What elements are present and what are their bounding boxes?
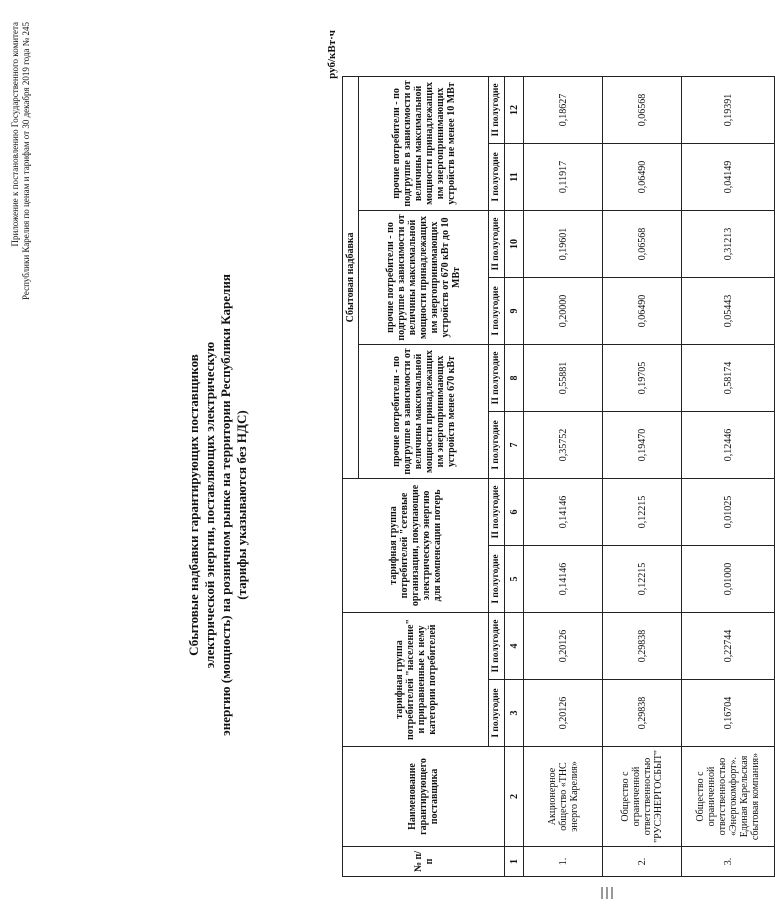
tariff-value: 0,19601 xyxy=(524,210,603,277)
row-number: 1. xyxy=(524,847,603,877)
tariff-value: 0,20126 xyxy=(524,613,603,680)
tariff-value: 0,22744 xyxy=(682,613,775,680)
column-index-row xyxy=(505,76,524,876)
supplier-name: Общество с ограниченной ответственностью «Энергокомфорт». Единая Карельская сбытовая компания» xyxy=(682,747,775,847)
header-group-670-10mw: прочие потребители - по подгруппе в зависимости от величины максимальной мощности принадлежащих им энергопринимающих устройств от 670 кВт до 10 МВт xyxy=(359,210,489,344)
column-index: 5 xyxy=(505,546,524,613)
supplier-name: Общество с ограниченной ответственностью "РУСЭНЕРГОСБЫТ" xyxy=(603,747,682,847)
scan-marks xyxy=(598,879,628,899)
annex-line-2: Республики Карелия по ценам и тарифам от 30 декабря 2019 года № 245 xyxy=(21,22,31,301)
header-half-2: II полугодие xyxy=(489,344,505,411)
tariff-value: 0,20000 xyxy=(524,277,603,344)
column-index: 4 xyxy=(505,613,524,680)
tariff-value: 0,35752 xyxy=(524,411,603,478)
column-index: 7 xyxy=(505,411,524,478)
tariff-value: 0,14146 xyxy=(524,546,603,613)
tariff-value: 0,06490 xyxy=(603,277,682,344)
tariff-value: 0,58174 xyxy=(682,344,775,411)
tariff-value: 0,12215 xyxy=(603,546,682,613)
title-line-4: (тарифы указываются без НДС) xyxy=(234,410,249,600)
tariff-value: 0,19391 xyxy=(682,76,775,143)
tariff-value: 0,11917 xyxy=(524,143,603,210)
tariff-value: 0,04149 xyxy=(682,143,775,210)
header-half-1: I полугодие xyxy=(489,411,505,478)
supplier-name: Акционерное общество «ТНС энерго Карелия» xyxy=(524,747,603,847)
header-group-network: тарифная группа потребителей "сетевые организации, покупающие электрическую энергию для компенсации потерь xyxy=(343,478,489,612)
tariff-table xyxy=(342,76,775,877)
header-group-population: тарифная группа потребителей "население" и приравненные к нему категории потребителей xyxy=(343,613,489,747)
tariff-value: 0,06568 xyxy=(603,210,682,277)
tariff-value: 0,01025 xyxy=(682,478,775,545)
column-index: 6 xyxy=(505,478,524,545)
table-row xyxy=(603,76,682,876)
header-half-1: I полугодие xyxy=(489,143,505,210)
tariff-value: 0,31213 xyxy=(682,210,775,277)
column-index: 8 xyxy=(505,344,524,411)
column-index: 1 xyxy=(505,847,524,877)
tariff-value: 0,06490 xyxy=(603,143,682,210)
tariff-value: 0,19705 xyxy=(603,344,682,411)
title-line-3: энергию (мощность) на розничном рынке на территории Республики Карелия xyxy=(218,274,233,736)
tariff-value: 0,12215 xyxy=(603,478,682,545)
tariff-value: 0,06568 xyxy=(603,76,682,143)
tariff-value: 0,19470 xyxy=(603,411,682,478)
header-name: Наименование гарантирующего поставщика xyxy=(343,747,505,847)
annex-line-1: Приложение к постановлению Государственного комитета xyxy=(10,22,20,247)
header-half-2: II полугодие xyxy=(489,210,505,277)
tariff-value: 0,12446 xyxy=(682,411,775,478)
column-index: 11 xyxy=(505,143,524,210)
header-half-1: I полугодие xyxy=(489,277,505,344)
tariff-value: 0,20126 xyxy=(524,680,603,747)
tariff-value: 0,01000 xyxy=(682,546,775,613)
header-group-under-670: прочие потребители - по подгруппе в зависимости от величины максимальной мощности принадлежащих им энергопринимающих устройств менее 670 кВт xyxy=(359,344,489,478)
tariff-value: 0,05443 xyxy=(682,277,775,344)
column-index: 3 xyxy=(505,680,524,747)
document-title xyxy=(186,225,250,785)
header-half-1: I полугодие xyxy=(489,680,505,747)
tariff-value: 0,16704 xyxy=(682,680,775,747)
column-index: 12 xyxy=(505,76,524,143)
header-half-2: II полугодие xyxy=(489,76,505,143)
table-row xyxy=(682,76,775,876)
column-index: 10 xyxy=(505,210,524,277)
title-line-2: электрической энергии, поставляющих электрическую xyxy=(202,341,217,669)
unit-label: руб/кВт·ч xyxy=(326,30,338,79)
tariff-value: 0,29838 xyxy=(603,613,682,680)
row-number: 3. xyxy=(682,847,775,877)
tariff-value: 0,29838 xyxy=(603,680,682,747)
header-half-2: II полугодие xyxy=(489,613,505,680)
header-half-2: II полугодие xyxy=(489,478,505,545)
title-line-1: Сбытовые надбавки гарантирующих поставщиков xyxy=(186,354,201,656)
header-half-1: I полугодие xyxy=(489,546,505,613)
tariff-value: 0,55881 xyxy=(524,344,603,411)
annex-note xyxy=(10,22,32,352)
header-group-over-10mw: прочие потребители - по подгруппе в зависимости от величины максимальной мощности принадлежащих им энергопринимающих устройств не менее 10 МВт xyxy=(359,76,489,210)
column-index: 2 xyxy=(505,747,524,847)
header-no: № п/п xyxy=(343,847,505,877)
table-row xyxy=(524,76,603,876)
column-index: 9 xyxy=(505,277,524,344)
tariff-value: 0,18627 xyxy=(524,76,603,143)
row-number: 2. xyxy=(603,847,682,877)
header-sales-markup: Сбытовая надбавка xyxy=(343,76,359,478)
tariff-value: 0,14146 xyxy=(524,478,603,545)
